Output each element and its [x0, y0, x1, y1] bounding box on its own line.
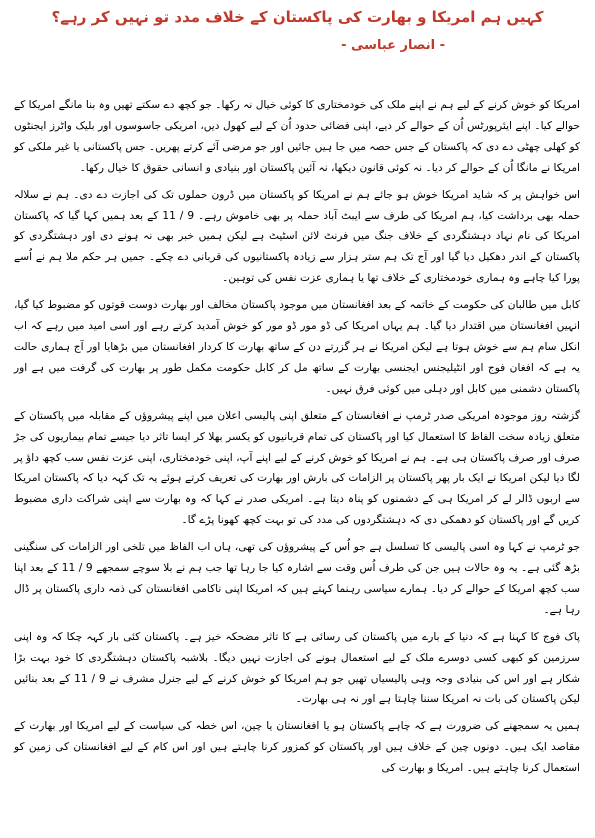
article-paragraph: امریکا کو خوش کرنے کے لیے ہم نے اپنے ملک کی خودمختاری کا کوئی خیال نہ رکھا۔ جو کچھ دے سکتے تھیں وہ بنا مانگے امریکا کے حوالے کیا۔ اپنے ایئرپورٹس اُن کے حوالے کر دیے، اپنی فضائی حدود اُن کے لیے کھول دیں، امریکی جاسوسوں اور بلیک واٹرز ایجنٹوں کو کھلی چھٹی دے دی کہ پاکستان کے جس حصہ میں جا ہیں جائیں اور جو مرضی آئے کرتے پھریں۔ جس پاکستانی یا غیر ملکی کو امریکا نے مانگا اُن کے حوالے کر دیا۔ نہ کوئی قانون دیکھا، نہ آئین پاکستان اور بنیادی و انسانی حقوق کا خیال رکھا۔ [14, 99, 580, 174]
article-paragraph: جو ٹرمپ نے کہا وہ اسی پالیسی کا تسلسل ہے جو اُس کے پیشروؤں کی تھی، ہاں اب الفاظ میں تلخی اور الزامات کی سنگینی بڑھ گئی ہے۔ یہ وہ حالات ہیں جن کی طرف اُس وقت سے اشارہ کیا جا رہا تھا جب ہم نے بلا سوچے سمجھے 9 / 11 کے بعد اپنا سب کچھ امریکا کے حوالے کر دیا۔ ہمارے سیاسی رہنما کہتے ہیں کہ امریکا اپنی ناکامی افغانستان کی ذمہ داری پاکستان پر ڈال رہا ہے۔ [14, 541, 580, 616]
article-paragraph: کابل میں طالبان کی حکومت کے خاتمہ کے بعد افغانستان میں موجود پاکستان مخالف اور بھارت دوست قوتوں کو مضبوط کیا گیا، انہیں افغانستان میں اقتدار دیا گیا۔ ہم یہاں امریکا کی ڈو مور ڈو مور کو خوش آمدید کرتے رہے اور اسی امید میں رہے کہ اب انکل سام ہم سے خوش ہوتا ہے لیکن امریکا نے ہر گزرتے دن کے ساتھ بھارت کا کردار افغانستان میں بڑھایا اور آج ہماری حالت یہ ہے کہ افغان فوج اور انٹیلیجنس ایجنسی بھارت کے ساتھ مل کر کابل حکومت مکمل طور پر بھارت کی گرفت میں ہے اور پاکستان دشمنی میں کابل اور دہلی میں کوئی فرق نہیں۔ [14, 299, 580, 395]
article-body [14, 95, 580, 785]
article-paragraph: گزشتہ روز موجودہ امریکی صدر ٹرمپ نے افغانستان کے متعلق اپنی پالیسی اعلان میں اپنے پیشروؤں کے مقابلہ میں پاکستان کے متعلق زیادہ سخت الفاظ کا استعمال کیا اور پاکستان کی تمام قربانیوں کو یکسر بھلا کر ایسا تاثر دیا جیسے تمام بیماریوں کی جڑ صرف اور صرف پاکستان ہی ہے۔ ہم نے امریکا کو خوش کرنے کے لیے اپنے آپ، اپنی خودمختاری، اپنی عزت نفس سب کچھ داؤ پر لگا دیا لیکن امریکا نے ایک بار پھر پاکستان پر الزامات کی بارش اور بھارت کی تعریف کرتے ہوئے یہ تک کہہ دیا کہ پاکستان امریکا سے اربوں ڈالر لے کر امریکا ہی کے دشمنوں کو پناہ دیتا ہے۔ امریکی صدر نے کہا کہ وہ بھارت سے اپنی شراکت داری مضبوط کریں گے اور پاکستان کو دھمکی دی کہ دہشتگردوں کی مدد کی تو بہت کچھ کھونا پڑے گا۔ [14, 409, 580, 527]
article-paragraph: ہمیں یہ سمجھنے کی ضرورت ہے کہ چاہے پاکستان ہو یا افغانستان یا چین، اس خطہ کی سیاست کے لیے امریکا اور بھارت کے مقاصد ایک ہیں۔ دونوں چین کے خلاف ہیں اور پاکستان کو کمزور کرنا چاہتے ہیں اور اس کام کے لیے افغانستان کی زمین کو استعمال کرنا چاہتے ہیں۔ امریکا و بھارت کی [14, 720, 580, 775]
article-paragraph: اس خواہش پر کہ شاید امریکا خوش ہو جائے ہم نے امریکا کو پاکستان میں ڈرون حملوں تک کی اجازت دے دی۔ ہم نے سلالہ حملہ بھی برداشت کیا، ہم امریکا کی طرف سے ایبٹ آباد حملہ پر بھی خاموش رہے۔ 9 / 11 کے بعد ہمیں کہا گیا کہ پاکستان امریکا کی نام نہاد دہشتگردی کے خلاف جنگ میں فرنٹ لائن اسٹیٹ ہے لیکن ہمیں خبر بھی نہ ہونے دی اور دہشتگردی کو پاکستان کے اندر دھکیل دیا گیا اور آج تک ہم ستر ہزار سے زیادہ پاکستانیوں کی قربانی دے چکے۔ جمیں ہر حکم ملا ہم نے اُسے پورا کیا چاہے وہ ہماری خودمختاری کے خلاف تھا یا ہماری عزت نفس کی توہین۔ [14, 188, 580, 285]
article-author: - انصار عباسی - [341, 38, 445, 53]
article-paragraph: پاک فوج کا کہنا ہے کہ دنیا کے بارے میں پاکستان کی رسائی ہے کا تاثر مضحکہ خیز ہے۔ پاکستان کئی بار کہہ چکا کہ وہ اپنی سرزمین کو کبھی کسی دوسرے ملک کے لیے استعمال ہونے کی اجازت نہیں دیگا۔ بلاشبہ پاکستان دہشتگردی کا خود بہت بڑا شکار ہے اور اس کی بنیادی وجہ وہی پالیسیاں تھیں جو ہم امریکا کو خوش کرنے کے لیے جنرل مشرف نے 9 / 11 کے بعد بنائیں لیکن پاکستان کی بات نہ امریکا سننا چاہتا ہے اور نہ ہی بھارت۔ [14, 630, 580, 706]
article-title: کہیں ہم امریکا و بھارت کی پاکستان کے خلاف مدد تو نہیں کر رہے؟ [51, 8, 544, 26]
